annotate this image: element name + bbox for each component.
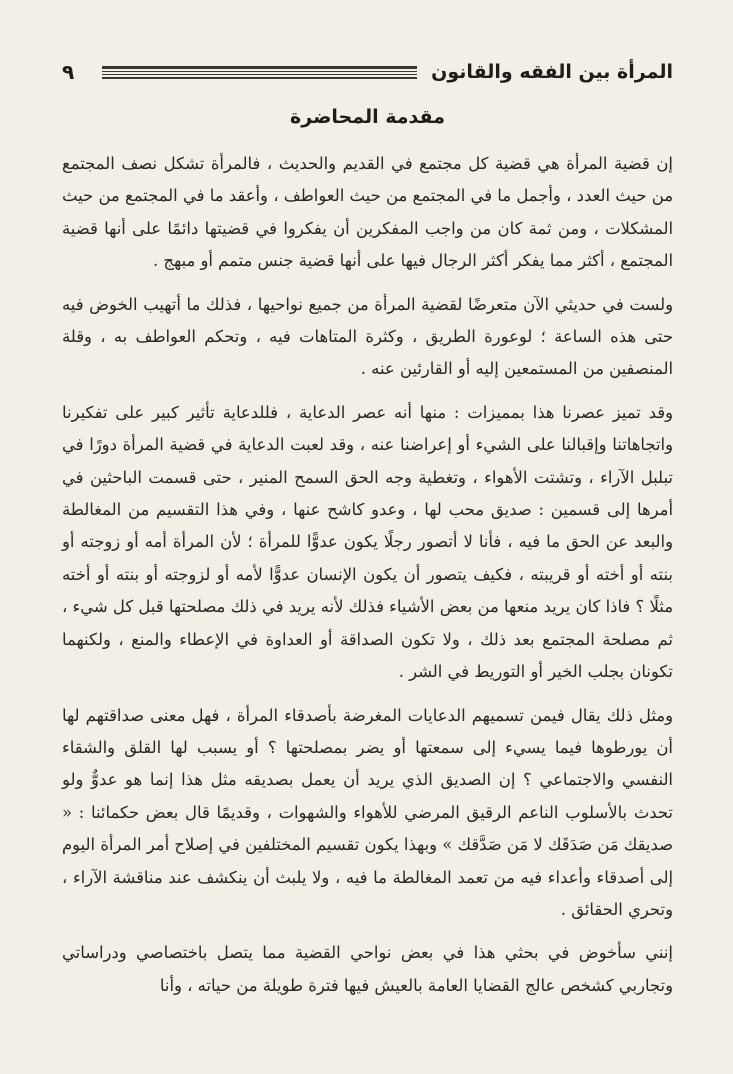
page-number: ٩ xyxy=(62,60,75,84)
section-heading: مقدمة المحاضرة xyxy=(290,106,445,128)
paragraph: وقد تميز عصرنا هذا بمميزات : منها أنه عصر الدعاية ، فللدعاية تأثير كبير على تفكيرنا واتجاهاتنا وإقبالنا على الشيء أو إعراضنا عنه ، وقد لعبت الدعاية في قضية المرأة دورًا في تبلبل الآراء ، وتشتت الأهواء ، وتغطية وجه الحق السمح المنير ، حتى قسمت الباحثين في أمرها إلى قسمين : صديق محب لها ، وعدو كاشح عنها ، وفي هذا التقسيم من المغالطة والبعد عن الحق ما فيه ، فأنا لا أتصور رجلًا يكون عدوًّا للمرأة ؛ لأن المرأة أمه أو زوجته أو بنته أو أخته أو قريبته ، فكيف يتصور أن يكون الإنسان عدوًّا لأمه أو لزوجته أو بنته أو أخته مثلًا ؟ فاذا كان يريد منعها من بعض الأشياء فذلك لأنه يريد في ذلك مصلحتها قبل كل شيء ، ثم مصلحة المجتمع بعد ذلك ، ولا تكون الصداقة أو العداوة في الإعطاء والمنع ، ولكنهما تكونان بجلب الخير أو التوريط في الشر . xyxy=(62,402,673,682)
book-title: المرأة بين الفقه والقانون xyxy=(431,61,673,83)
paragraph: إنني سأخوض في بحثي هذا في بعض نواحي القضية مما يتصل باختصاصي ودراساتي وتجاربي كشخص عالج القضايا العامة بالعيش فيها فترة طويلة من حياته ، وأنا xyxy=(62,943,673,995)
body-text xyxy=(62,148,673,1002)
running-head xyxy=(62,52,673,92)
paragraph: ومثل ذلك يقال فيمن تسميهم الدعايات المغرضة بأصدقاء المرأة ، فهل معنى صداقتهم لها أن يورطوها فيما يسيء إلى سمعتها أو يضر بمصلحتها ؟ أو يسبب لها القلق والشقاء النفسي والاجتماعي ؟ إن الصديق الذي يريد أن يعمل بصديقه مثل هذا إنما هو عدوٌّ ولو تحدث بالأسلوب الناعم الرقيق المرضي للأهواء والشهوات ، وقديمًا قال بعض حكمائنا : « صديقك مَن صَدَقَك لا مَن صَدَّقك » وبهذا يكون تقسيم المختلفين في إصلاح أمر المرأة اليوم إلى أصدقاء وأعداء فيه من تعمد المغالطة ما فيه ، ولا يلبث أن ينكشف عند مناقشة الآراء ، وتحري الحقائق . xyxy=(62,705,673,919)
paragraph: ولست في حديثي الآن متعرضًا لقضية المرأة من جميع نواحيها ، فذلك ما أتهيب الخوض فيه حتى هذه الساعة ؛ لوعورة الطريق ، وكثرة المتاهات فيه ، وتحكم العواطف به ، وقلة المنصفين من المستمعين إليه أو القارئين عنه . xyxy=(62,294,673,379)
header-rule xyxy=(102,66,417,79)
paragraph: إن قضية المرأة هي قضية كل مجتمع في القديم والحديث ، فالمرأة تشكل نصف المجتمع من حيث العدد ، وأجمل ما في المجتمع من حيث العواطف ، وأعقد ما في المجتمع من حيث المشكلات ، ومن ثمة كان من واجب المفكرين أن يفكروا في قضيتها دائمًا على أنها قضية المجتمع ، أكثر مما يفكر أكثر الرجال فيها على أنها قضية جنس متمم أو مبهج . xyxy=(62,154,673,271)
